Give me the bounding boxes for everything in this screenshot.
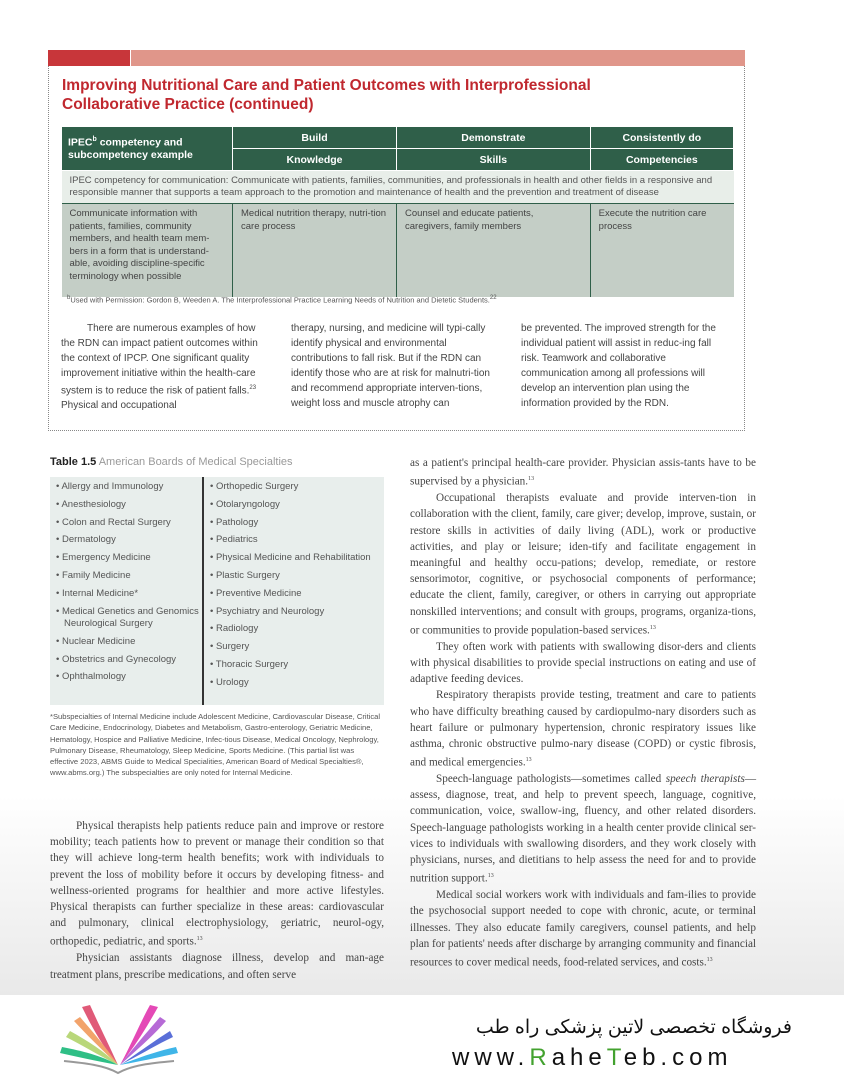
store-name: فروشگاه تخصصی لاتین پزشکی راه طب <box>475 1017 792 1038</box>
box-title-line2: Collaborative Practice (continued) <box>62 96 314 113</box>
ipec-table <box>61 126 734 297</box>
box-column-2: therapy, nursing, and medicine will typi-cally identify physical and environmental contributions to fall risk. But if the RDN can identify those who are at risk for malnutri-tion and recommend appropriate interven-tions, weight loss and muscle atrophy can <box>291 323 490 409</box>
specialty-list-item: • Radiology <box>204 623 384 636</box>
specialty-list-item: • Medical Genetics and Genomics Neurological Surgery <box>50 606 202 631</box>
header-competencies: Competencies <box>590 149 733 171</box>
specialty-list-item: • Emergency Medicine <box>50 552 202 565</box>
specialty-list-item: • Colon and Rectal Surgery <box>50 517 202 530</box>
table-1-5-title: Table 1.5 American Boards of Medical Specialties <box>50 456 293 468</box>
specialty-list-item: • Surgery <box>204 641 384 654</box>
section-color-bar <box>48 50 745 66</box>
table-1-5 <box>50 477 384 705</box>
header-demonstrate: Demonstrate <box>397 127 591 149</box>
color-bar-red <box>48 50 130 66</box>
specialty-list-item: • Family Medicine <box>50 570 202 583</box>
body-paragraph: Occupational therapists evaluate and provide interven-tion in collaboration with the client, family, care giver; develop, improve, sustain, or restore skills in activities of daily living (ADL), work or productive activities, and play or leisure; iden-tify and facilitate engagement in meaningful and healthy occu-pations; develop, remediate, or restore sensorimotor, cognitive, or psychosocial components of performance; educate the client, family, caregiver, or others in carrying out appropriate nonskilled interventions; and consult with groups, programs, organiza-tions, or communities to provide population-based services.$^{13}$ <box>410 492 756 637</box>
specialty-list-item: • Dermatology <box>50 534 202 547</box>
table-cell: Execute the nutrition care process <box>590 204 733 298</box>
specialty-list-item: • Physical Medicine and Rehabilitation <box>204 552 384 565</box>
header-build: Build <box>233 127 397 149</box>
specialties-right-list <box>204 477 384 705</box>
specialty-list-item: • Psychiatry and Neurology <box>204 606 384 619</box>
left-body-text <box>50 818 384 983</box>
table-cell: Counsel and educate patients, caregivers, family members <box>397 204 591 298</box>
specialty-list-item: • Allergy and Immunology <box>50 481 202 494</box>
table-1-5-footnote: *Subspecialties of Internal Medicine include Adolescent Medicine, Cardiovascular Disease, Critical Care Medicine, Endocrinology, Diabetes and Metabolism, Gastro-enterology, Geriatric Medicine, Hematology, Hospice and Palliative Medicine, Infec-tious Disease, Medical Oncology, Nephrology, Pulmonary Disease, Rheumatology, Sleep Medicine, Sports Medicine. (This partial list was effective 2023, ABMS Guide to Medical Specialities, American Board of Medical Specialties®, www.abms.org.) The subspecialties are only noted for Internal Medicine. <box>50 712 381 778</box>
body-paragraph: Physician assistants diagnose illness, develop and man-age treatment plans, prescribe medications, and often serve <box>50 952 384 981</box>
header-skills: Skills <box>397 149 591 171</box>
specialty-list-item: • Preventive Medicine <box>204 588 384 601</box>
specialty-list-item: • Thoracic Surgery <box>204 659 384 672</box>
specialty-list-item: • Orthopedic Surgery <box>204 481 384 494</box>
body-paragraph: Respiratory therapists provide testing, treatment and care to patients who have difficulty breathing caused by cardiopulmo-nary disorders such as heart failure or pulmonary hypertension, chronic respiratory issues like asthma, chronic obstructive pulmo-nary disease (COPD) or cystic fibrosis, and medical emergencies.$^{13}$ <box>410 689 756 769</box>
specialty-list-item: • Internal Medicine* <box>50 588 202 601</box>
specialty-list-item: • Obstetrics and Gynecology <box>50 654 202 667</box>
box-text-columns <box>61 321 741 413</box>
box-title-line1: Improving Nutritional Care and Patient Outcomes with Interprofessional <box>62 77 591 94</box>
body-paragraph: They often work with patients with swallowing disor-ders and clients with physical disabilities to provide special instructions on eating and use of adaptive feeding devices. <box>410 640 756 686</box>
specialty-list-item: • Otolaryngology <box>204 499 384 512</box>
ipec-competency-row: IPEC competency for communication: Communicate with patients, families, communities, and professionals in health and other fields in a responsive and responsible manner that supports a team approach to the promotion and maintenance of health and the prevention and treatment of disease <box>62 171 734 204</box>
color-bar-pink <box>131 50 745 66</box>
book-logo-icon <box>60 1003 178 1075</box>
store-url: www.RaheTeb.com <box>452 1044 733 1071</box>
specialties-left-list <box>50 477 204 705</box>
box-column-3: be prevented. The improved strength for the individual patient will assist in reduc-ing fall risk. Teamwork and collaborative communication among all professions will develop an intervention plan using the information provided by the RDN. <box>521 323 716 409</box>
box-title <box>62 76 591 114</box>
specialty-list-item: • Ophthalmology <box>50 671 202 684</box>
body-paragraph: Physical therapists help patients reduce pain and improve or restore mobility; teach patients how to prevent or manage their condition so that they will achieve long-term health benefits; work with individuals to prevent the loss of mobility before it occurs by developing fitness- and wellness-oriented programs for healthier and more active lifestyles. Physical therapists can further specialize in these areas: cardiovascular and pulmonary, clinical electrophysiology, geriatric, neurol-ogy, orthopedic, pediatric, and sports.$^{13}$ <box>50 820 384 949</box>
header-knowledge: Knowledge <box>233 149 397 171</box>
specialty-list-item: • Nuclear Medicine <box>50 636 202 649</box>
ipec-table-footnote: $^b$Used with Permission: Gordon B, Weeden A. The Interprofessional Practice Learning Needs of Nutrition and Dietetic Students.$^{22}$ <box>67 295 497 305</box>
ipcp-box <box>48 66 745 431</box>
ipec-corner-header: IPEC$^b$ competency and subcompetency example <box>62 127 233 171</box>
table-cell: Medical nutrition therapy, nutri-tion care process <box>233 204 397 298</box>
table-row <box>62 204 734 298</box>
box-column-1: There are numerous examples of how the RDN can impact patient outcomes within the context of IPCP. One significant quality improvement initiative within the health-care system is to reduce the risk of patient falls.$^{23}$ Physical and occupational <box>61 323 258 412</box>
specialty-list-item: • Urology <box>204 677 384 690</box>
body-paragraph: Medical social workers work with individuals and fam-ilies to provide the psychosocial support needed to cope with chronic, acute, or terminal illnesses. They also educate family caregivers, counsel patients, and help plan for patients' needs after discharge by arranging community and financial resources to cover medical needs, food-related services, and costs.$^{13}$ <box>410 889 757 969</box>
body-paragraph: as a patient's principal health-care provider. Physician assis-tants have to be supervised by a physician.$^{13}$ <box>410 457 756 488</box>
body-paragraph: Speech-language pathologists—sometimes called speech therapists—assess, diagnose, treat, and help to prevent speech, language, cognitive, communication, voice, swallow-ing, fluency, and other related disorders. Speech-language pathologists working in a health center provide clinical ser-vices to individuals with swallowing disorders, and they work closely with physicians, nurses, and dietitians to help assess the need for and to provide nutrition support.$^{13}$ <box>410 773 756 886</box>
right-body-text <box>410 455 756 971</box>
header-consistently-do: Consistently do <box>590 127 733 149</box>
table-cell: Communicate information with patients, families, community members, and health team mem-bers in a form that is understand-able, avoiding discipline-specific terminology when possible <box>62 204 233 298</box>
specialty-list-item: • Plastic Surgery <box>204 570 384 583</box>
specialty-list-item: • Anesthesiology <box>50 499 202 512</box>
specialty-list-item: • Pathology <box>204 517 384 530</box>
specialty-list-item: • Pediatrics <box>204 534 384 547</box>
